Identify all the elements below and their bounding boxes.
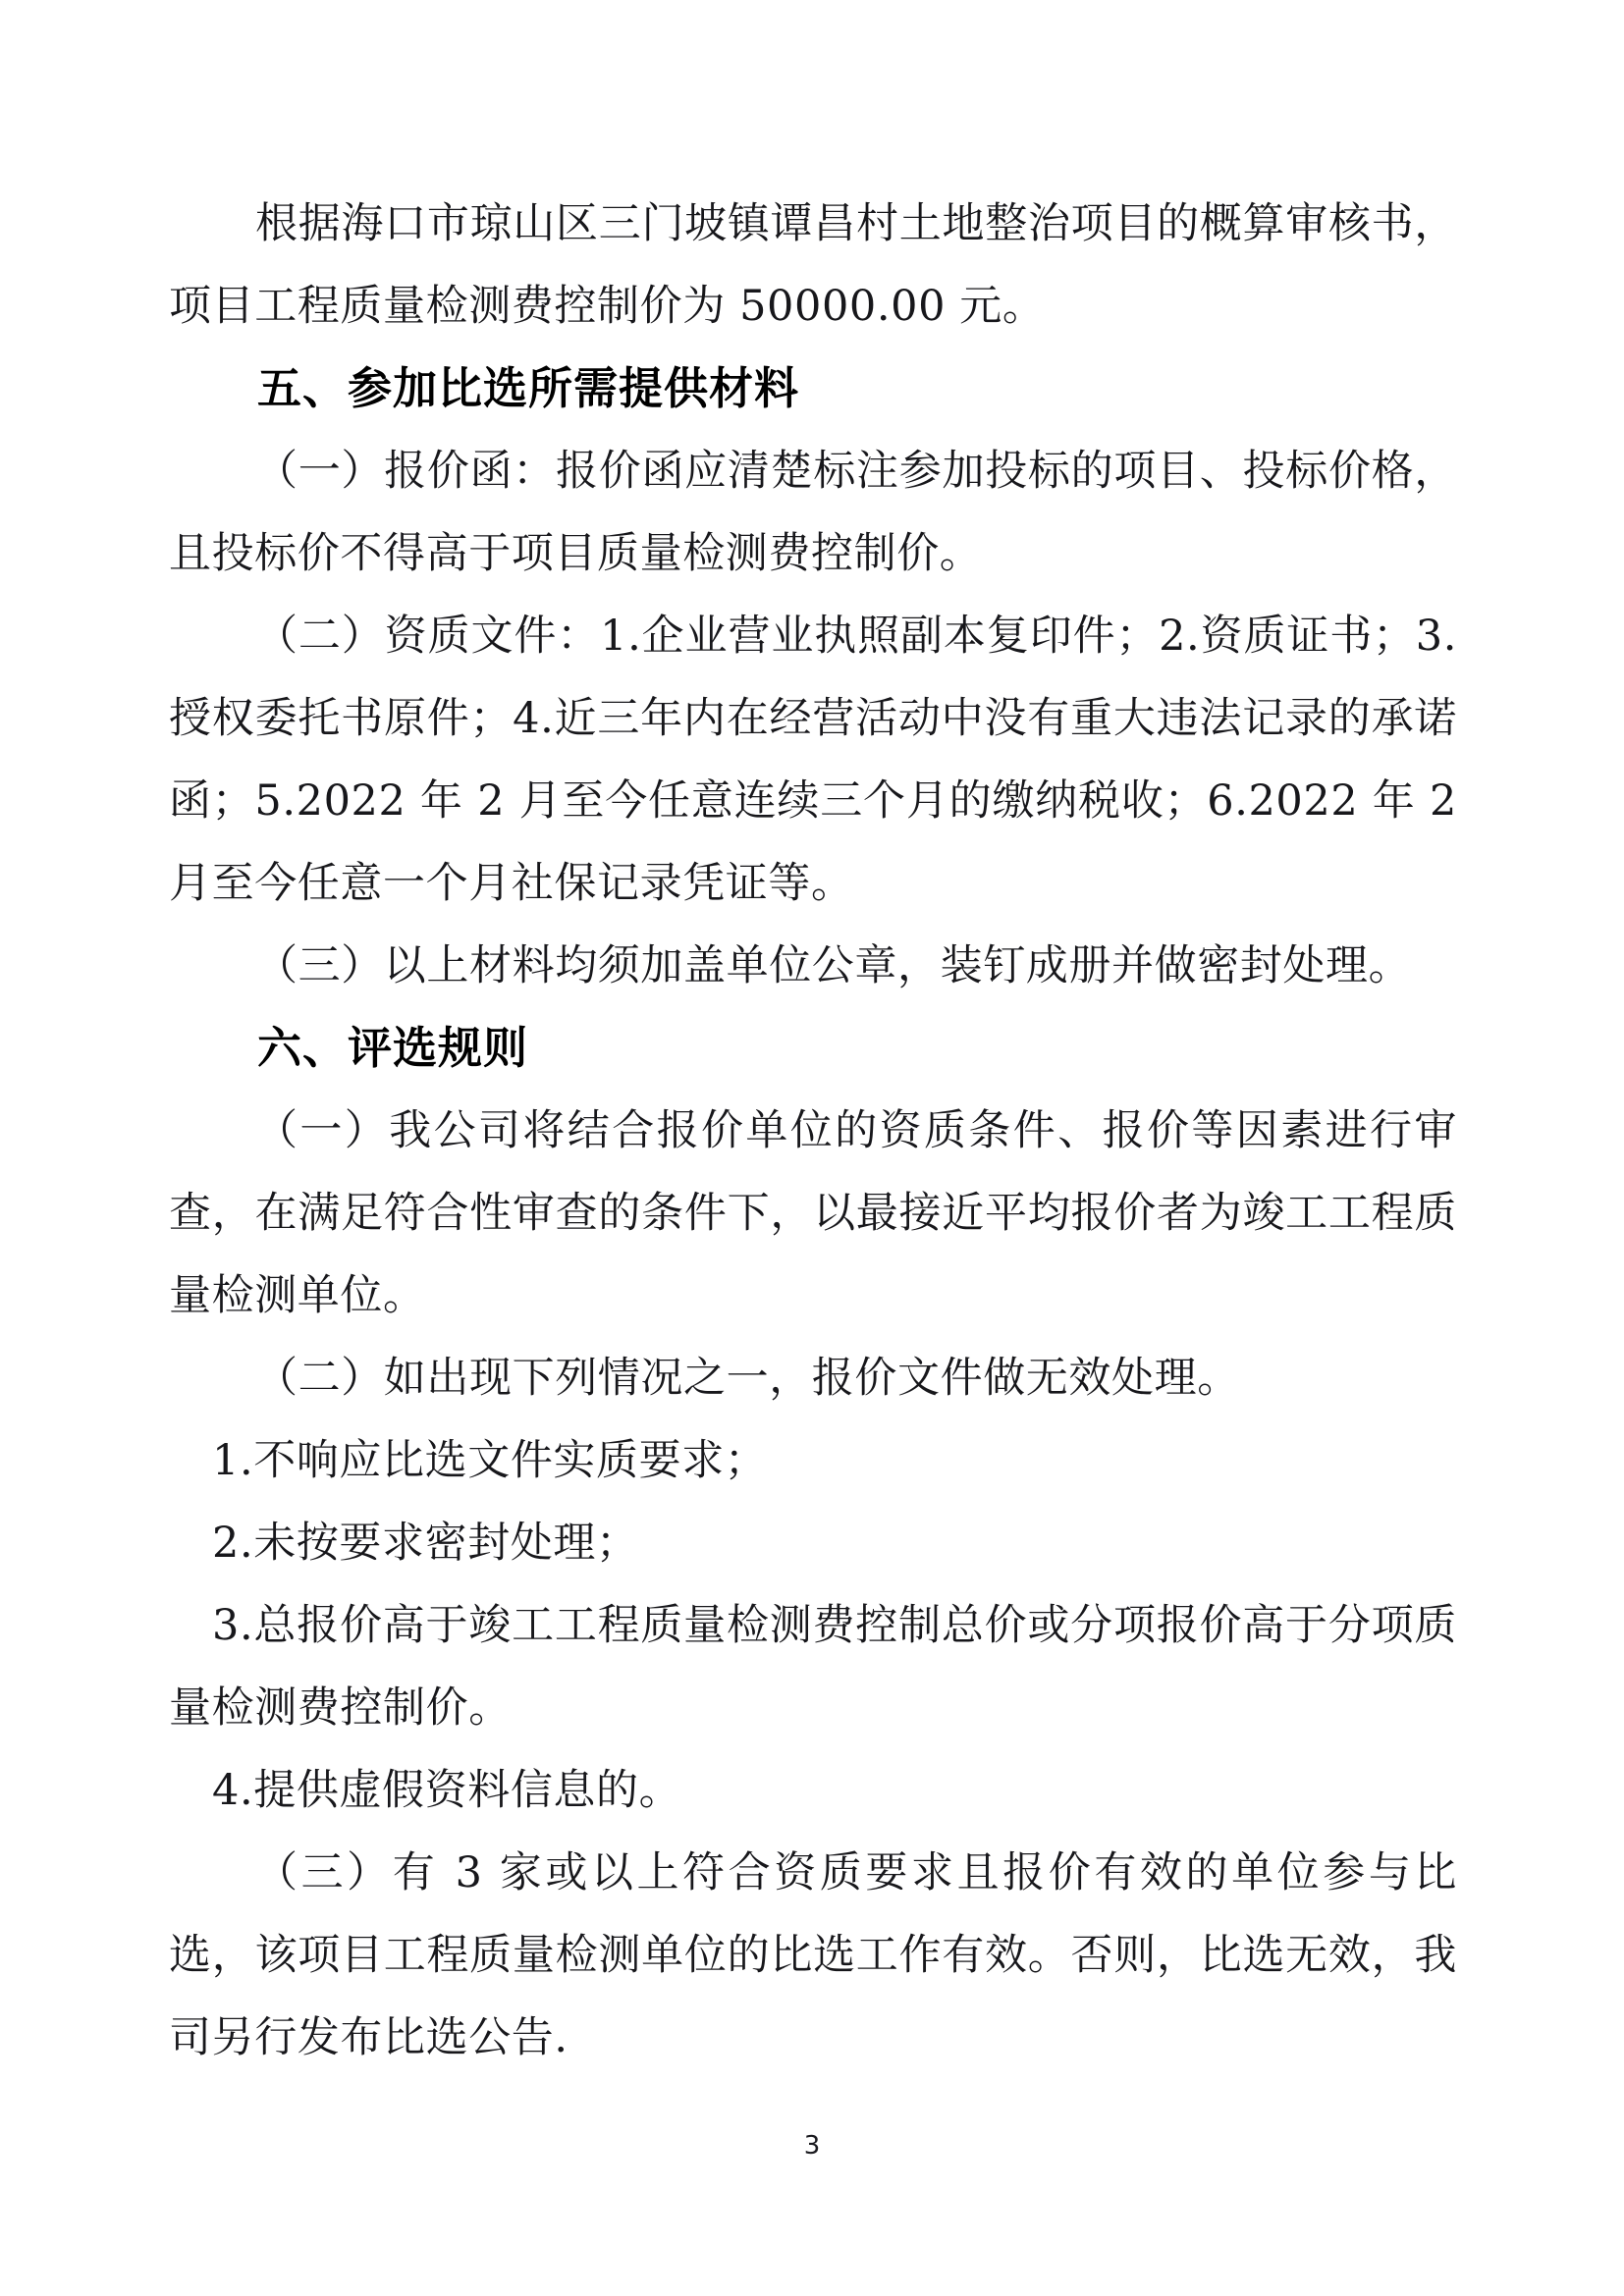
page-number: 3: [803, 2131, 821, 2161]
paragraph-control-price: 根据海口市琼山区三门坡镇谭昌村土地整治项目的概算审核书，项目工程质量检测费控制价为 50000.00 元。: [169, 199, 1457, 331]
paragraph-rule-two-invalid-cases: （二）如出现下列情况之一，报价文件做无效处理。: [255, 1354, 1240, 1403]
list-item-1: 1.不响应比选文件实质要求；: [212, 1436, 768, 1485]
document-body: [169, 183, 1457, 2079]
heading-section-five: 五、参加比选所需提供材料: [257, 362, 800, 414]
paragraph-item-one-quotation-letter: （一）报价函：报价函应清楚标注参加投标的项目、投标价格，且投标价不得高于项目质量检测费控制价。: [169, 447, 1457, 578]
list-item-2: 2.未按要求密封处理；: [212, 1519, 639, 1568]
paragraph-rule-three-minimum-bidders: （三）有 3 家或以上符合资质要求且报价有效的单位参与比选，该项目工程质量检测单位的比选工作有效。否则，比选无效，我司另行发布比选公告.: [169, 1848, 1457, 2062]
paragraph-item-two-qualification-documents: （二）资质文件：1.企业营业执照副本复印件；2.资质证书；3.授权委托书原件；4.近三年内在经营活动中没有重大违法记录的承诺函；5.2022 年 2 月至今任意连续三个月的缴纳税收；6.2022 年 2 月至今任意一个月社保记录凭证等。: [169, 612, 1457, 908]
paragraph-item-three-sealing: （三）以上材料均须加盖单位公章，装钉成册并做密封处理。: [255, 941, 1412, 990]
paragraph-rule-one-review: （一）我公司将结合报价单位的资质条件、报价等因素进行审查，在满足符合性审查的条件下，以最接近平均报价者为竣工工程质量检测单位。: [169, 1106, 1457, 1320]
list-item-3: 3.总报价高于竣工工程质量检测费控制总价或分项报价高于分项质量检测费控制价。: [169, 1601, 1457, 1733]
list-item-4: 4.提供虚假资料信息的。: [212, 1766, 682, 1815]
heading-section-six: 六、评选规则: [257, 1022, 529, 1074]
